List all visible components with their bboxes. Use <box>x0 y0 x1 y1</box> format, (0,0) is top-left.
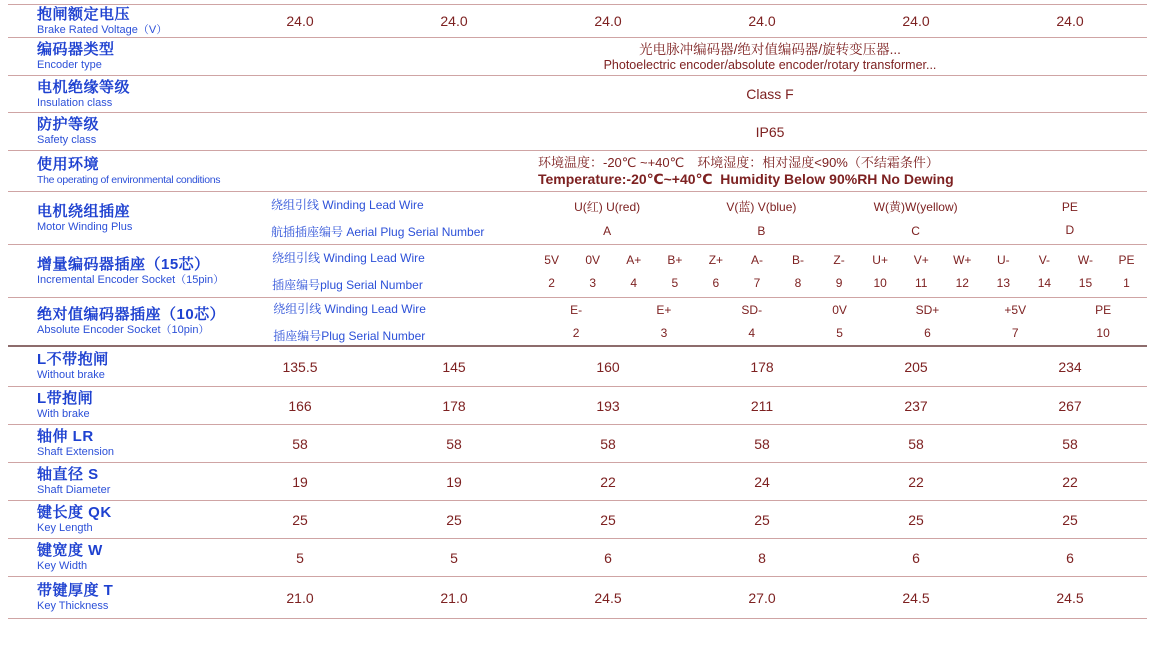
value-cell: 8 <box>758 549 766 566</box>
pin-number: 14 <box>1037 275 1052 290</box>
row-label-en: Shaft Extension <box>37 446 115 458</box>
row-label <box>8 351 223 382</box>
row-shaft-extension <box>8 425 1147 463</box>
row-key-length <box>8 501 1147 539</box>
value-cell: 145 <box>442 358 466 375</box>
row-label <box>8 542 223 573</box>
row-merged-value <box>223 41 1147 73</box>
value-cell: 22 <box>600 473 616 490</box>
sublabel-serial-number: 航插插座编号 Aerial Plug Serial Number <box>271 225 485 239</box>
pin-number: C <box>911 224 920 238</box>
row-label <box>8 582 223 613</box>
pin-cell <box>1065 253 1106 290</box>
value-cell: 24.5 <box>902 589 930 606</box>
value-cell: 6 <box>1066 549 1074 566</box>
sublabel-lead-wire: 绕组引线 Winding Lead Wire <box>273 301 426 316</box>
pin-cell <box>860 253 901 290</box>
pin-signal: A- <box>750 252 763 267</box>
value-cell: 19 <box>446 473 462 490</box>
row-label-zh: L不带抱闸 <box>37 351 109 368</box>
row-label <box>8 6 223 37</box>
row-length-with-brake <box>8 387 1147 425</box>
pin-signal: SD- <box>741 303 763 317</box>
pin-signal: E- <box>570 303 583 317</box>
row-label <box>8 116 223 147</box>
pin-number: 8 <box>794 275 802 290</box>
row-label-zh: 轴直径 S <box>37 466 99 483</box>
pin-assignments <box>532 298 1147 345</box>
value-cell: 135.5 <box>282 358 318 375</box>
value-cell: 24.5 <box>594 589 622 606</box>
value-cell: 24.0 <box>1056 13 1084 29</box>
pin-cell <box>993 200 1147 237</box>
value-cell: 24.5 <box>1056 589 1084 606</box>
value-cell: 5 <box>296 549 304 566</box>
pin-signal: +5V <box>1004 303 1027 317</box>
pin-number: 7 <box>753 275 761 290</box>
value-cell: 58 <box>1062 435 1078 452</box>
value-cell: 24.0 <box>440 13 468 29</box>
row-label-en: With brake <box>37 408 90 420</box>
value-cell: 25 <box>908 511 924 528</box>
row-values <box>223 425 1147 462</box>
pin-cell <box>708 303 796 340</box>
row-sublabels <box>223 196 530 240</box>
value-cell: 22 <box>1062 473 1078 490</box>
pin-cell <box>1106 253 1147 290</box>
row-label <box>8 428 223 459</box>
value-cell: 24.0 <box>748 13 776 29</box>
value-cell: 24 <box>754 473 770 490</box>
row-encoder-type <box>8 38 1147 76</box>
value-cell: 237 <box>904 397 928 414</box>
row-label-zh: 轴伸 LR <box>37 428 94 445</box>
row-values <box>223 501 1147 538</box>
pin-signal: PE <box>1061 199 1078 214</box>
value-cell: 19 <box>292 473 308 490</box>
row-sublabels <box>225 300 532 344</box>
value-cell: 25 <box>446 511 462 528</box>
row-label-en: Shaft Diameter <box>37 484 111 496</box>
pin-cell <box>884 303 972 340</box>
pin-cell <box>796 303 884 340</box>
pin-number: 3 <box>589 275 597 290</box>
pin-cell <box>777 253 818 290</box>
row-label-zh: 电机绕组插座 <box>37 202 131 220</box>
pin-cell <box>620 303 708 340</box>
sublabel-serial-number: 插座编号plug Serial Number <box>272 278 423 292</box>
row-label-en: Key Length <box>37 522 93 534</box>
row-label-en: Key Thickness <box>37 600 109 612</box>
row-label-zh: 绝对值编码器插座（10芯） <box>37 306 226 323</box>
pin-cell <box>942 253 983 290</box>
row-label <box>8 390 223 421</box>
row-label <box>8 504 223 535</box>
value-cell: 193 <box>596 397 620 414</box>
pin-number: 11 <box>914 275 928 290</box>
environment-zh: 环境温度：-20℃ ~+40℃ 环境湿度：相对湿度<90%（不结霜条件） <box>538 154 939 170</box>
value-cell: 21.0 <box>286 589 314 606</box>
pin-signal: SD+ <box>915 303 940 317</box>
pin-signal: V- <box>1038 252 1051 267</box>
value-cell: 58 <box>446 435 462 452</box>
value-cell: 6 <box>604 549 612 566</box>
pin-number: 2 <box>572 326 580 340</box>
row-label <box>8 203 223 234</box>
row-merged-value <box>223 124 1147 140</box>
environment-en: Temperature:-20℃~+40℃ Humidity Below 90%RH No Dewing <box>538 170 954 187</box>
row-label-en: Insulation class <box>37 96 113 109</box>
encoder-type-zh: 光电脉冲编码器/绝对值编码器/旋转变压器... <box>639 41 901 57</box>
row-key-thickness <box>8 577 1147 619</box>
pin-signal: 5V <box>544 252 559 267</box>
row-label-en: The operating of environmental conditions <box>37 173 221 186</box>
value-cell: 58 <box>908 435 924 452</box>
row-brake-rated-voltage <box>8 5 1147 38</box>
row-shaft-diameter <box>8 463 1147 501</box>
pin-cell <box>971 303 1059 340</box>
value-cell: 25 <box>600 511 616 528</box>
row-label-zh: 抱闸额定电压 <box>37 5 131 23</box>
value-cell: 166 <box>288 397 312 414</box>
pin-signal: U+ <box>872 252 888 267</box>
pin-number: 5 <box>671 275 679 290</box>
row-absolute-encoder-socket <box>8 298 1147 347</box>
pin-number: 2 <box>548 275 555 290</box>
value-cell: 22 <box>908 473 924 490</box>
value-cell: 205 <box>904 358 928 375</box>
row-values <box>223 577 1147 618</box>
pin-number: 4 <box>748 326 756 340</box>
pin-cell <box>819 253 860 290</box>
pin-signal: U- <box>996 252 1010 267</box>
row-label-en: Safety class <box>37 134 97 146</box>
row-values <box>223 387 1147 424</box>
value-cell: 21.0 <box>440 589 468 606</box>
value-cell: 24.0 <box>286 13 314 29</box>
row-label-en: Incremental Encoder Socket（15pin） <box>37 273 225 286</box>
row-label-en: Encoder type <box>37 59 102 71</box>
value-cell: 24.0 <box>902 13 930 29</box>
row-label <box>8 306 225 337</box>
pin-number: 6 <box>712 275 720 290</box>
pin-cell <box>654 253 695 290</box>
pin-cell <box>684 198 838 238</box>
pin-cell <box>530 198 684 238</box>
pin-number: 5 <box>836 326 843 340</box>
pin-signal: 0V <box>832 303 847 317</box>
row-label-zh: 增量编码器插座（15芯） <box>37 255 210 273</box>
pin-number: B <box>757 224 766 238</box>
pin-number: 6 <box>924 326 931 340</box>
pin-cell <box>1059 303 1147 340</box>
pin-number: 7 <box>1011 326 1019 340</box>
pin-cell <box>1024 253 1065 290</box>
row-label <box>8 41 223 72</box>
pin-cell <box>613 253 654 290</box>
pin-number: 15 <box>1078 275 1093 290</box>
sublabel-lead-wire: 绕组引线 Winding Lead Wire <box>271 198 424 212</box>
pin-number: 12 <box>955 275 969 290</box>
pin-number: 3 <box>660 326 668 340</box>
pin-signal: PE <box>1118 252 1135 267</box>
pin-signal: PE <box>1095 303 1112 317</box>
row-label <box>8 79 223 110</box>
pin-cell <box>983 253 1024 290</box>
pin-number: 13 <box>996 275 1010 290</box>
pin-cell <box>531 253 572 290</box>
pin-number: 1 <box>1123 275 1130 290</box>
row-label-en: Key Width <box>37 560 88 572</box>
value-cell: 211 <box>750 397 774 414</box>
value-cell: 234 <box>1058 358 1082 375</box>
row-label-en: Without brake <box>37 369 105 381</box>
row-motor-winding-plug <box>8 192 1147 245</box>
pin-signal: A+ <box>626 252 642 267</box>
pin-number: D <box>1065 222 1075 237</box>
row-label <box>8 256 224 287</box>
sublabel-lead-wire: 绕组引线 Winding Lead Wire <box>272 251 425 265</box>
value-cell: 58 <box>754 435 770 452</box>
row-label-zh: 防护等级 <box>37 116 100 133</box>
value-cell: 25 <box>292 511 308 528</box>
value-cell: 6 <box>912 549 920 566</box>
row-label-zh: 使用环境 <box>37 155 100 173</box>
safety-class-value: IP65 <box>755 123 785 140</box>
pin-number: 4 <box>630 275 638 290</box>
value-cell: 25 <box>1062 511 1078 528</box>
pin-cell <box>901 253 942 290</box>
row-label-zh: 键宽度 W <box>37 542 103 559</box>
row-label-zh: 编码器类型 <box>37 41 115 58</box>
value-cell: 24.0 <box>594 13 622 29</box>
pin-signal: W(黄)W(yellow) <box>873 200 958 214</box>
row-label-zh: L带抱闸 <box>37 390 94 407</box>
pin-cell <box>695 253 736 290</box>
encoder-type-en: Photoelectric encoder/absolute encoder/rotary transformer... <box>603 57 937 72</box>
insulation-class-value: Class F <box>746 86 794 102</box>
pin-signal: V+ <box>913 252 929 267</box>
row-label-zh: 键长度 QK <box>37 504 112 521</box>
row-values <box>223 539 1147 576</box>
row-values <box>223 5 1147 37</box>
pin-cell <box>839 198 993 238</box>
pin-cell <box>572 253 613 290</box>
value-cell: 58 <box>600 435 616 452</box>
value-cell: 25 <box>754 511 770 528</box>
row-label-en: Absolute Encoder Socket（10pin） <box>37 324 210 336</box>
row-length-without-brake <box>8 347 1147 387</box>
value-cell: 160 <box>596 358 620 375</box>
row-label-en: Motor Winding Plus <box>37 220 133 233</box>
pin-assignments <box>531 245 1147 297</box>
pin-signal: B- <box>792 252 805 267</box>
row-environment <box>8 151 1147 192</box>
pin-number: 10 <box>873 275 887 290</box>
pin-number: A <box>603 224 612 238</box>
row-safety-class <box>8 113 1147 151</box>
row-label <box>8 466 223 497</box>
pin-assignments <box>530 192 1147 244</box>
pin-signal: B+ <box>667 252 683 267</box>
row-values <box>223 347 1147 386</box>
value-cell: 58 <box>292 435 308 452</box>
pin-number: 10 <box>1096 326 1110 340</box>
pin-cell <box>532 303 620 340</box>
row-values <box>223 463 1147 500</box>
pin-signal: Z- <box>833 252 845 267</box>
pin-signal: E+ <box>656 303 672 317</box>
sublabel-serial-number: 插座编号Plug Serial Number <box>273 328 426 343</box>
row-label-en: Brake Rated Voltage（V） <box>37 23 168 36</box>
value-cell: 5 <box>450 549 458 566</box>
pin-signal: Z+ <box>708 252 724 267</box>
value-cell: 27.0 <box>748 589 776 606</box>
value-cell: 178 <box>442 397 466 414</box>
row-label-zh: 带键厚度 T <box>37 582 114 599</box>
value-cell: 178 <box>750 358 774 375</box>
pin-signal: U(红) U(red) <box>574 200 641 214</box>
row-merged-value <box>223 86 1147 102</box>
pin-signal: W+ <box>953 252 972 267</box>
pin-signal: 0V <box>585 252 601 267</box>
pin-signal: W- <box>1077 252 1093 267</box>
pin-signal: V(蓝) V(blue) <box>726 200 797 214</box>
row-label <box>8 156 223 187</box>
row-key-width <box>8 539 1147 577</box>
row-sublabels <box>224 249 531 293</box>
value-cell: 267 <box>1058 397 1082 414</box>
pin-number: 9 <box>835 275 843 290</box>
environment-conditions <box>223 155 1147 188</box>
row-insulation-class <box>8 76 1147 113</box>
row-label-zh: 电机绝缘等级 <box>37 78 131 96</box>
row-incremental-encoder-socket <box>8 245 1147 298</box>
pin-cell <box>736 253 777 290</box>
